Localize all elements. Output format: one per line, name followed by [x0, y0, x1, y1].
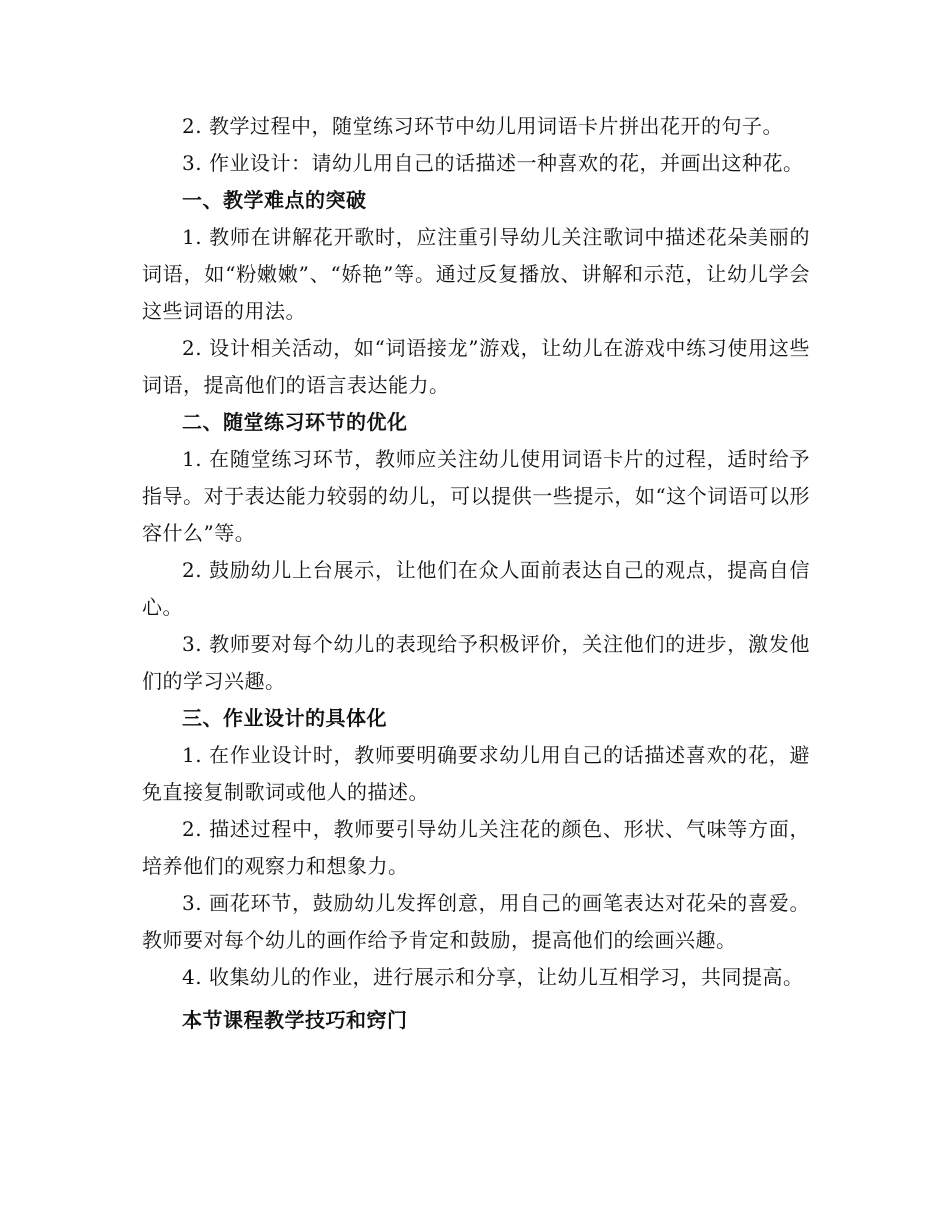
paragraph-homework-design: 3. 作业设计：请幼儿用自己的话描述一种喜欢的花，并画出这种花。	[182, 151, 804, 175]
paragraph-homework-1: 1. 在作业设计时，教师要明确要求幼儿用自己的话描述喜欢的花，避免直接复制歌词或他人的描述。	[142, 743, 810, 804]
paragraph-optimization-1: 1. 在随堂练习环节，教师应关注幼儿使用词语卡片的过程，适时给予指导。对于表达能力较弱的幼儿，可以提供一些提示，如“这个词语可以形容什么”等。	[142, 447, 810, 545]
heading-teaching-tips: 本节课程教学技巧和窍门	[182, 1008, 408, 1032]
paragraph-homework-4: 4. 收集幼儿的作业，进行展示和分享，让幼儿互相学习，共同提高。	[182, 965, 804, 989]
paragraph-homework-3: 3. 画花环节，鼓励幼儿发挥创意，用自己的画笔表达对花朵的喜爱。教师要对每个幼儿的画作给予肯定和鼓励，提高他们的绘画兴趣。	[142, 891, 810, 952]
paragraph-practice-sentences: 2. 教学过程中，随堂练习环节中幼儿用词语卡片拼出花开的句子。	[182, 114, 783, 138]
paragraph-optimization-3: 3. 教师要对每个幼儿的表现给予积极评价，关注他们的进步，激发他们的学习兴趣。	[142, 632, 810, 693]
paragraph-difficulty-2: 2. 设计相关活动，如“词语接龙”游戏，让幼儿在游戏中练习使用这些词语，提高他们的语言表达能力。	[142, 336, 810, 397]
heading-practice-optimization: 二、随堂练习环节的优化	[182, 410, 408, 434]
paragraph-homework-2: 2. 描述过程中，教师要引导幼儿关注花的颜色、形状、气味等方面，培养他们的观察力和想象力。	[142, 817, 810, 878]
paragraph-difficulty-1: 1. 教师在讲解花开歌时，应注重引导幼儿关注歌词中描述花朵美丽的词语，如“粉嫩嫩”、“娇艳”等。通过反复播放、讲解和示范，让幼儿学会这些词语的用法。	[142, 225, 810, 323]
paragraph-optimization-2: 2. 鼓励幼儿上台展示，让他们在众人面前表达自己的观点，提高自信心。	[142, 558, 810, 619]
heading-homework-concrete: 三、作业设计的具体化	[182, 706, 387, 730]
document-page	[142, 108, 810, 1039]
heading-teaching-difficulty: 一、教学难点的突破	[182, 188, 367, 212]
